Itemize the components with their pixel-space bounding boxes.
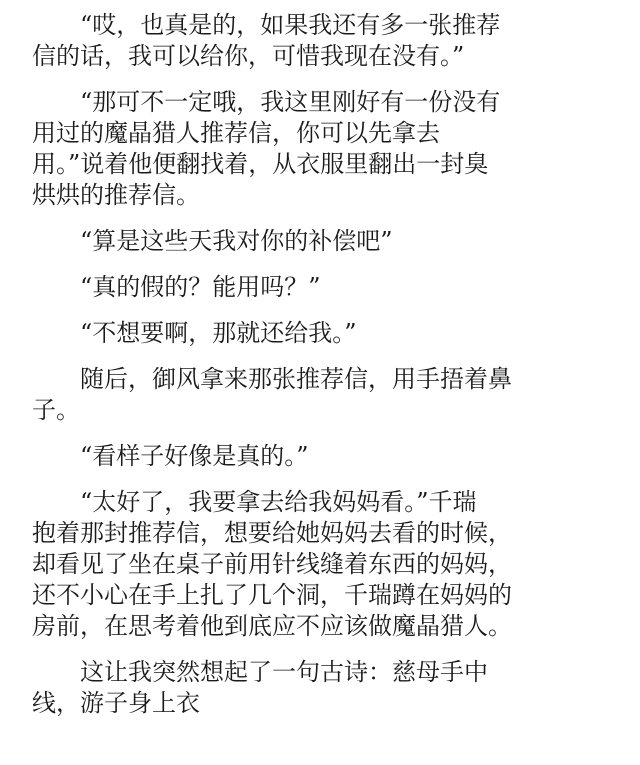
text-line: “看样子好像是真的。”: [80, 442, 309, 470]
paragraph-5: [32, 318, 610, 349]
text-line: 子。: [32, 396, 80, 424]
text-line: 还不小心在手上扎了几个洞，千瑞蹲在妈妈的: [32, 581, 512, 609]
text-line: “太好了，我要拿去给我妈妈看。”千瑞: [80, 488, 477, 516]
text-line: 随后，御风拿来那张推荐信，用手捂着鼻: [80, 365, 512, 393]
paragraph-1: [32, 10, 610, 72]
text-line: “哎，也真是的，如果我还有多一张推荐: [80, 11, 501, 39]
text-line: 抱着那封推荐信，想要给她妈妈去看的时候，: [32, 519, 512, 547]
text-line: 线，游子身上衣: [32, 689, 200, 717]
text-line: 房前，在思考着他到底应不应该做魔晶猎人。: [32, 612, 512, 640]
text-line: “算是这些天我对你的补偿吧”: [80, 227, 393, 255]
paragraph-7: [32, 441, 610, 472]
text-line: “那可不一定哦，我这里刚好有一份没有: [80, 88, 501, 116]
text-line: 却看见了坐在桌子前用针线缝着东西的妈妈，: [32, 550, 512, 578]
paragraph-8: [32, 487, 610, 642]
paragraph-9: [32, 657, 610, 719]
text-line: 这让我突然想起了一句古诗：慈母手中: [80, 658, 488, 686]
paragraph-3: [32, 226, 610, 257]
paragraph-6: [32, 364, 610, 426]
text-line: 用过的魔晶猎人推荐信，你可以先拿去: [32, 119, 440, 147]
text-line: “真的假的？能用吗？”: [80, 273, 321, 301]
text-line: “不想要啊，那就还给我。”: [80, 319, 357, 347]
text-line: 用。”说着他便翻找着，从衣服里翻出一封臭: [32, 150, 489, 178]
text-line: 信的话，我可以给你，可惜我现在没有。”: [32, 42, 465, 70]
text-line: 烘烘的推荐信。: [32, 181, 200, 209]
paragraph-4: [32, 272, 610, 303]
paragraph-2: [32, 87, 610, 211]
